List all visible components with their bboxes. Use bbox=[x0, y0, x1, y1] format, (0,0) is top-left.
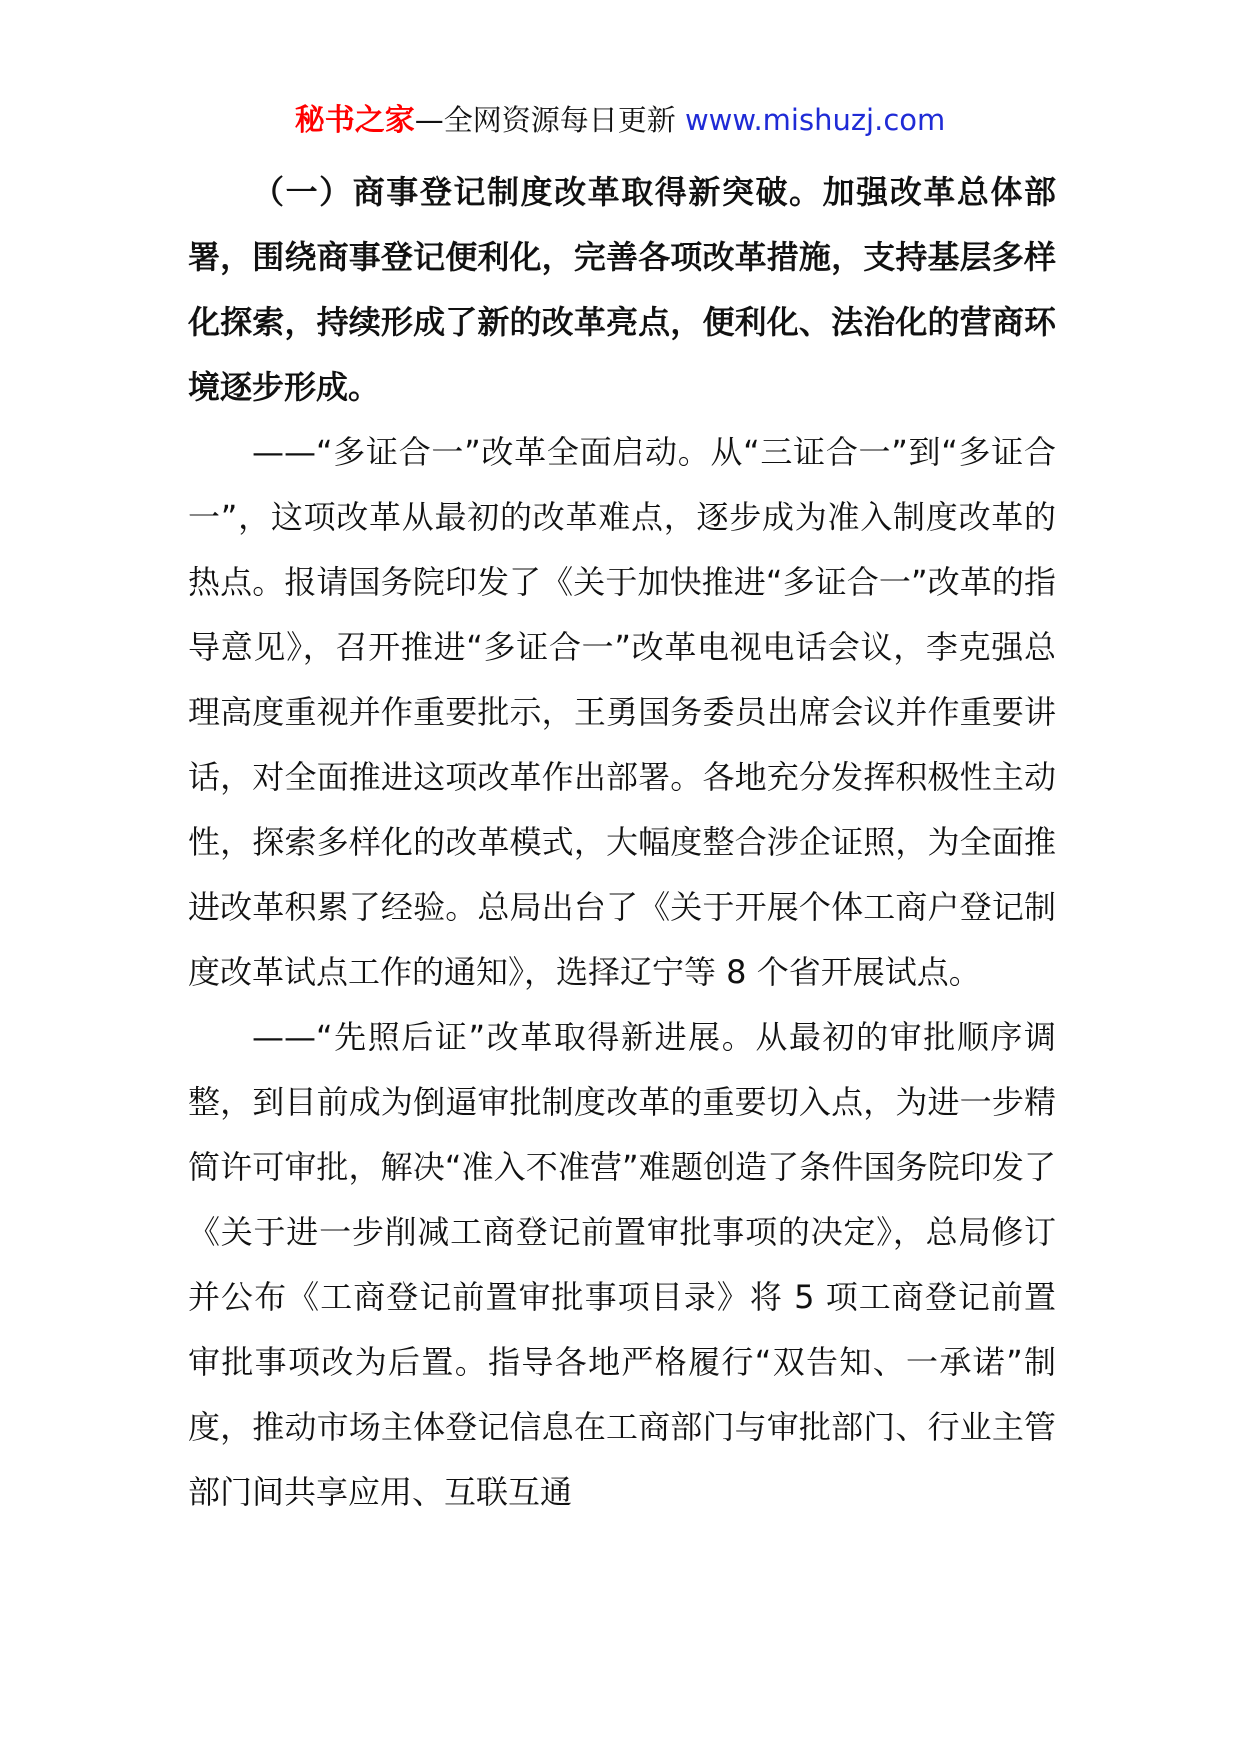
body-paragraph-multi-certificate: ——“多证合一”改革全面启动。从“三证合一”到“多证合一”，这项改革从最初的改革难点，逐步成为准入制度改革的热点。报请国务院印发了《关于加快推进“多证合一”改革的指导意见》，召开推进“多证合一”改革电视电话会议，李克强总理高度重视并作重要批示，王勇国务委员出席会议并作重要讲话，对全面推进这项改革作出部署。各地充分发挥积极性主动性，探索多样化的改革模式，大幅度整合涉企证照，为全面推进改革积累了经验。总局出台了《关于开展个体工商户登记制度改革试点工作的通知》，选择辽宁等 8 个省开展试点。 bbox=[188, 433, 1056, 991]
document-body bbox=[188, 160, 1056, 1525]
site-header bbox=[0, 100, 1240, 141]
header-tagline: —全网资源每日更新 bbox=[414, 103, 676, 137]
site-url-link[interactable]: www.mishuzj.com bbox=[684, 103, 946, 137]
section-heading-paragraph: （一）商事登记制度改革取得新突破。加强改革总体部署，围绕商事登记便利化，完善各项改革措施，支持基层多样化探索，持续形成了新的改革亮点，便利化、法治化的营商环境逐步形成。 bbox=[188, 173, 1056, 406]
body-paragraph-license-first: ——“先照后证”改革取得新进展。从最初的审批顺序调整，到目前成为倒逼审批制度改革的重要切入点，为进一步精简许可审批，解决“准入不准营”难题创造了条件国务院印发了《关于进一步削减工商登记前置审批事项的决定》，总局修订并公布《工商登记前置审批事项目录》将 5 项工商登记前置审批事项改为后置。指导各地严格履行“双告知、一承诺”制度，推动市场主体登记信息在工商部门与审批部门、行业主管部门间共享应用、互联互通 bbox=[188, 1018, 1056, 1511]
brand-name: 秘书之家 bbox=[294, 103, 415, 138]
